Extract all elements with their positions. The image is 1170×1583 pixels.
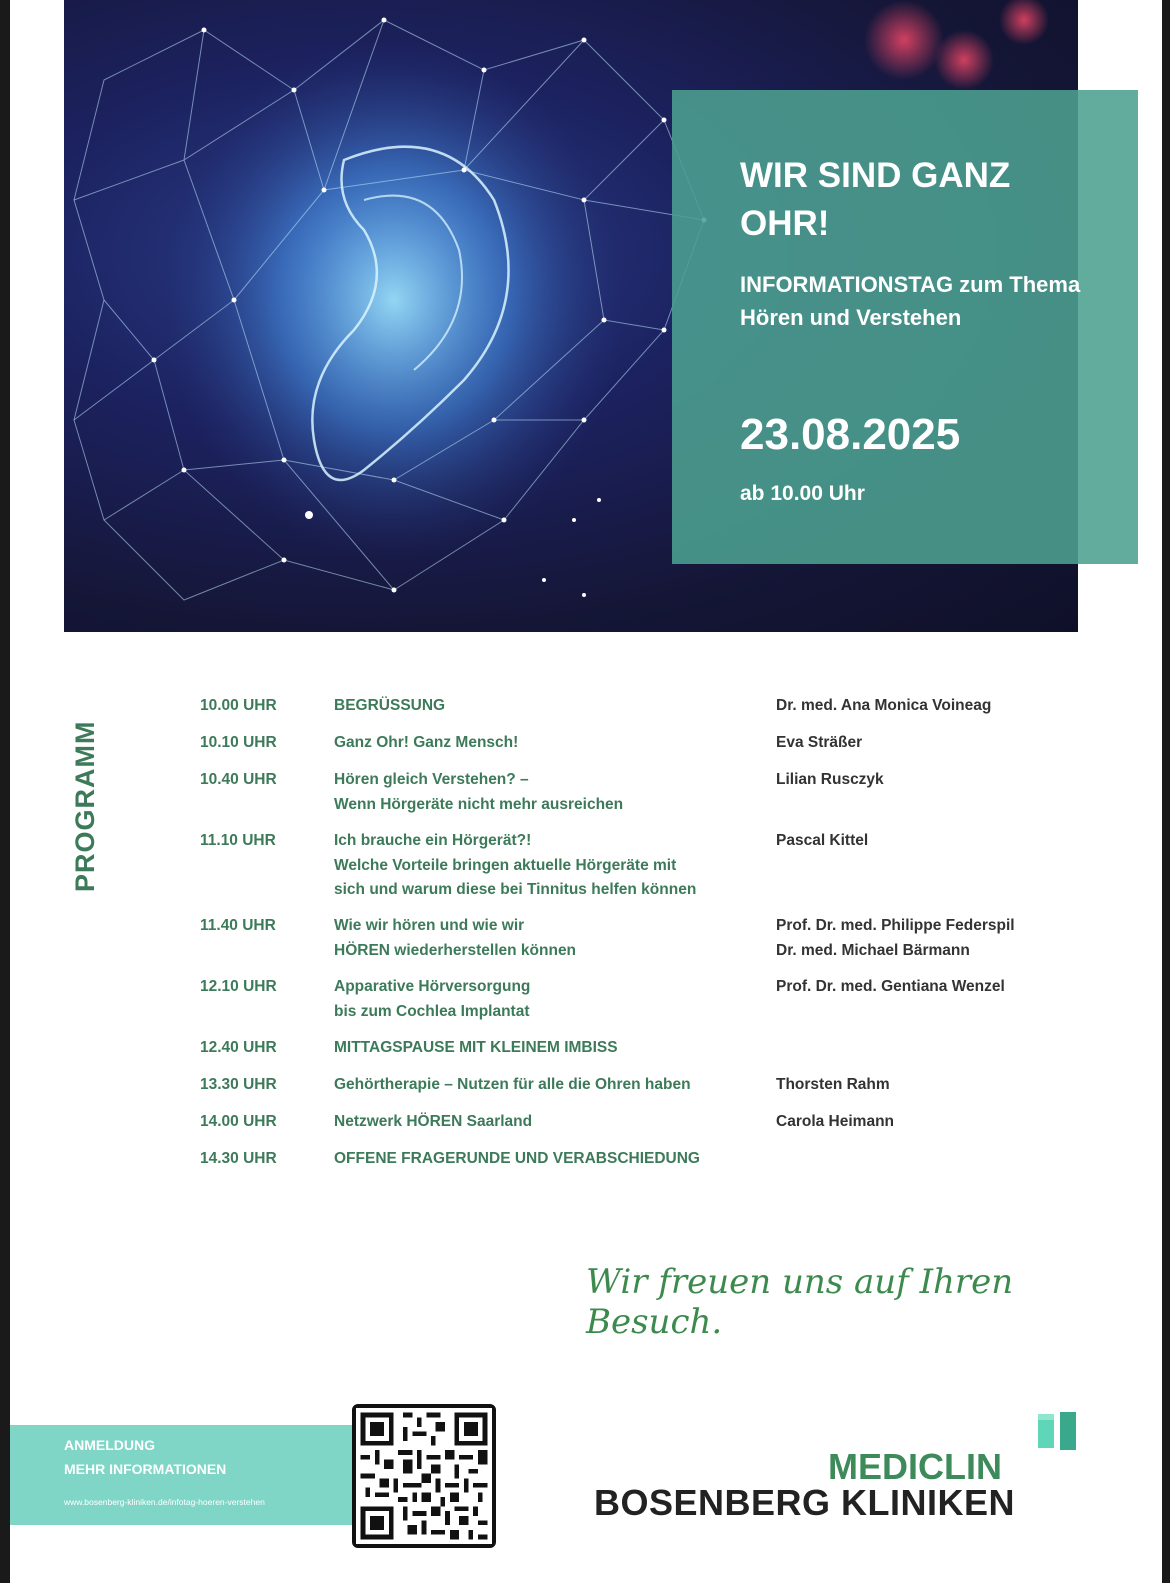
program-topic: Netzwerk HÖREN Saarland bbox=[334, 1113, 533, 1130]
program-speaker: Dr. med. Ana Monica Voineag bbox=[776, 697, 992, 714]
more-info-label: MEHR INFORMATIONEN bbox=[64, 1461, 227, 1477]
mediclin-logo-icon bbox=[1038, 1412, 1078, 1450]
registration-band bbox=[10, 1425, 355, 1525]
slogan: Wir freuen uns auf Ihren Besuch. bbox=[586, 1262, 1014, 1342]
program-time: 11.10 UHR bbox=[200, 832, 276, 849]
info-box bbox=[672, 90, 1138, 564]
event-time: ab 10.00 Uhr bbox=[740, 482, 865, 505]
program-speaker: Lilian Rusczyk bbox=[776, 771, 884, 788]
program-time: 14.00 UHR bbox=[200, 1113, 277, 1130]
program-time: 13.30 UHR bbox=[200, 1076, 277, 1093]
program-topic: OFFENE FRAGERUNDE UND VERABSCHIEDUNG bbox=[334, 1150, 700, 1167]
event-date: 23.08.2025 bbox=[740, 410, 961, 459]
qr-code-graphic bbox=[356, 1408, 492, 1544]
registration-url[interactable]: www.bosenberg-kliniken.de/infotag-hoeren-verstehen bbox=[64, 1497, 265, 1507]
program-time: 10.00 UHR bbox=[200, 697, 277, 714]
program-topic: Gehörtherapie – Nutzen für alle die Ohren haben bbox=[334, 1076, 691, 1093]
program-time: 14.30 UHR bbox=[200, 1150, 277, 1167]
program-time: 11.40 UHR bbox=[200, 917, 276, 934]
program-speaker: Thorsten Rahm bbox=[776, 1076, 890, 1093]
program-topic: Wie wir hören und wie wir HÖREN wiederherstellen können bbox=[334, 917, 577, 959]
program-time: 12.40 UHR bbox=[200, 1039, 277, 1056]
logo-bosenberg-kliniken: BOSENBERG KLINIKEN bbox=[594, 1482, 1016, 1523]
program-time: 12.10 UHR bbox=[200, 978, 277, 995]
qr-code[interactable] bbox=[352, 1404, 496, 1548]
program-speaker: Prof. Dr. med. Gentiana Wenzel bbox=[776, 978, 1005, 995]
event-title: WIR SIND GANZ OHR! bbox=[740, 156, 1011, 243]
program-speaker: Carola Heimann bbox=[776, 1113, 895, 1130]
program-speaker: Prof. Dr. med. Philippe Federspil Dr. med. Michael Bärmann bbox=[776, 917, 1015, 959]
program-speaker: Eva Sträßer bbox=[776, 734, 863, 751]
program-speaker: Pascal Kittel bbox=[776, 832, 869, 849]
program-time: 10.40 UHR bbox=[200, 771, 277, 788]
logo-mediclin: MEDICLIN bbox=[828, 1446, 1002, 1487]
program-topic: MITTAGSPAUSE MIT KLEINEM IMBISS bbox=[334, 1039, 618, 1056]
program-topic: BEGRÜSSUNG bbox=[334, 697, 446, 714]
program-topic: Hören gleich Verstehen? – Wenn Hörgeräte nicht mehr ausreichen bbox=[334, 771, 624, 813]
program-time: 10.10 UHR bbox=[200, 734, 277, 751]
program-label: PROGRAMM bbox=[70, 720, 100, 892]
program-topic: Apparative Hörversorgung bis zum Cochlea Implantat bbox=[334, 978, 531, 1020]
program-topic: Ganz Ohr! Ganz Mensch! bbox=[334, 734, 519, 751]
program-topic: Ich brauche ein Hörgerät?! Welche Vorteile bringen aktuelle Hörgeräte mit sich und warum diese bei Tinnitus helfen können bbox=[334, 832, 697, 898]
event-subtitle: INFORMATIONSTAG zum Thema Hören und Verstehen bbox=[740, 272, 1081, 330]
registration-label: ANMELDUNG bbox=[64, 1437, 155, 1453]
